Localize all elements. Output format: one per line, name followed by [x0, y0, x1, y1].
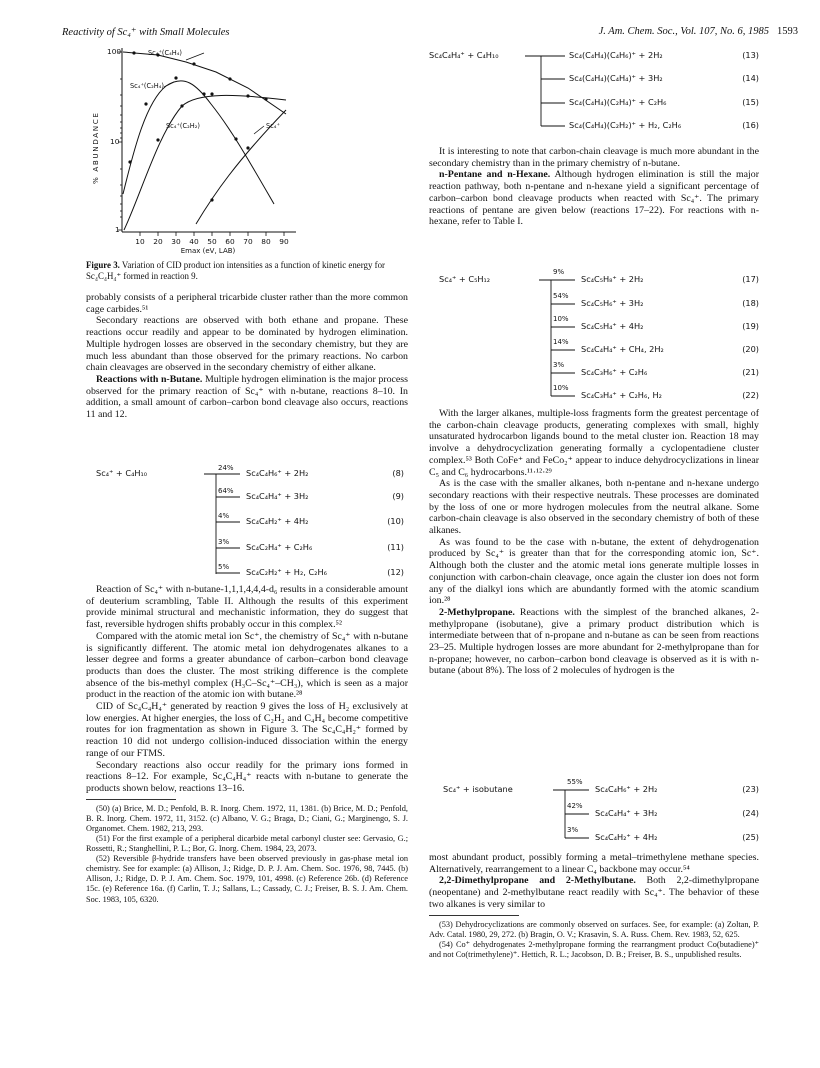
reaction-product: Sc₄C₂H₄⁺ + C₂H₆ — [246, 542, 313, 552]
reaction-scheme-secondary — [429, 46, 759, 136]
reaction-product: Sc₄C₄H₂⁺ + 4H₂ — [595, 832, 658, 842]
running-title: Reactivity of Sc₄⁺ with Small Molecules — [62, 27, 230, 38]
equation-number: (14) — [742, 73, 759, 83]
paragraph: Reaction of Sc₄⁺ with n-butane-1,1,1,4,4,4-d₆ results in a considerable amount of deuterium scrambling, Table II. Although the results of this experiment provide minimal structural and mechanistic information, they do suggest that fast, reversible hydrogen shifts probably occur in this complex.⁵² — [86, 584, 408, 631]
reaction-product: Sc₄(C₄H₄)(C₂H₂)⁺ + H₂, C₂H₆ — [569, 120, 682, 130]
branching-ratio: 3% — [567, 826, 579, 834]
reactants: Sc₄⁺ + C₅H₁₂ — [439, 274, 491, 284]
paragraph: With the larger alkanes, multiple-loss fragments form the greatest percentage of the carbon-chain cleavage products, generating complexes with small, highly unsaturated hydrocarbon ligands bound to the metal cluster ion. Reaction 18 may involve a dehydrocyclization generating formally a cyclopentadiene cluster complex.⁵³ Both CoFe⁺ and FeCo₂⁺ appear to induce dehydrocyclizations in linear C₅ and C₆ hydrocarbons.¹¹·¹²·²⁹ — [429, 408, 759, 478]
x-tick-label: 50 — [207, 237, 217, 246]
cid-plot — [86, 44, 408, 256]
x-tick-label: 30 — [171, 237, 181, 246]
left-column-bottom — [86, 584, 408, 905]
equation-number: (21) — [742, 367, 759, 377]
curve-label: Sc₄⁺(C₂H₂) — [166, 122, 200, 130]
reaction-row — [218, 536, 229, 556]
footnotes-left — [86, 804, 408, 905]
curve-sc4-c2h4 — [123, 81, 274, 204]
journal-citation — [599, 26, 798, 37]
reaction-product: Sc₄C₃H₄⁺ + C₂H₆, H₂ — [581, 390, 662, 400]
reaction-row — [218, 462, 234, 482]
reactants: Sc₄C₄H₄⁺ + C₄H₁₀ — [429, 50, 499, 60]
reaction-scheme-butane — [86, 462, 408, 582]
equation-number: (12) — [387, 567, 404, 577]
footnote: (51) For the first example of a peripheral dicarbide metal carbonyl cluster see: Gervasio, G.; Rossetti, R.; Stanghellini, P. L.; Bor, G. Inorg. Chem. 1984, 23, 2073. — [86, 833, 408, 854]
paragraph: As was found to be the case with n-butane, the extent of dehydrogenation produced by Sc₄⁺ is greater than that for the corresponding atomic ion, Sc⁺. Although both the cluster and the atomic metal ions generate multiple losses in conjunction with carbon-chain cleavage, once again the cluster ion does not form any of the dialkyl ions which are abundantly formed with the atomic scandium ion.²⁸ — [429, 536, 759, 607]
paragraph-text: Although hydrogen elimination is still the major reaction pathway, both n-pentane and n-hexane yield a significant percentage of carbon–carbon bond cleavage products when reacted with Sc₄⁺. The primary reactions of pentane are given below (reactions 17–22). For reactions with n-hexane, refer to Table I. — [429, 169, 759, 228]
y-tick-label: 1 — [115, 225, 120, 234]
reaction-product: Sc₄(C₄H₄)(C₂H₄)⁺ + C₂H₆ — [569, 97, 667, 107]
reaction-product: Sc₄C₄H₆⁺ + 2H₂ — [595, 784, 658, 794]
section-heading: Reactions with n-Butane. — [96, 373, 203, 385]
reaction-product: Sc₄C₅H₄⁺ + 4H₂ — [581, 321, 644, 331]
reaction-product: Sc₄C₄H₆⁺ + 2H₂ — [246, 468, 309, 478]
curve-label: Sc₄⁺ — [266, 122, 280, 130]
paragraph: most abundant product, possibly forming a metal–trimethylene methane species. Alternatively, rearrangement to a linear C₄ backbone may occur.⁵⁴ — [429, 852, 759, 875]
figure-caption-label: Figure 3. — [86, 260, 120, 270]
footnote: (50) (a) Brice, M. D.; Penfold, B. R. Inorg. Chem. 1972, 11, 1381. (b) Brice, M. D.; Penfold, B. R. Inorg. Chem. 1972, 11, 3152. (c) Albano, V. G.; Braga, D.; Ciani, G.; Marginengo, S. J. Organomet. Chem. 1982, 213, 293. — [86, 803, 408, 833]
right-column-top — [429, 146, 759, 228]
reactants: Sc₄⁺ + isobutane — [443, 784, 513, 794]
reaction-scheme-isobutane — [429, 778, 759, 848]
reaction-product: Sc₄C₄H₄⁺ + 3H₂ — [595, 808, 658, 818]
reaction-scheme-pentane — [429, 268, 759, 404]
equation-number: (18) — [742, 298, 759, 308]
footnote: (54) Co⁺ dehydrogenates 2-methylpropane forming the rearrangment product Co(butadiene)⁺ and not Co(trimethylene)⁺. Hettich, R. L.; Jacobson, D. B.; Freiser, B. S., unpublished results. — [429, 939, 759, 959]
reactants: Sc₄⁺ + C₄H₁₀ — [96, 468, 148, 478]
equation-number: (23) — [742, 784, 759, 794]
equation-number: (20) — [742, 344, 759, 354]
equation-number: (22) — [742, 390, 759, 400]
footnote: (52) Reversible β-hydride transfers have been observed previously in gas-phase metal ion chemistry. See for example: (a) Allison, J.; Ridge, D. P. J. Am. Chem. Soc. 1976, 98, 7445. (b) Allison, J.; Ridge, D. P. J. Am. Chem. Soc. 1979, 101, 4998. (c) Reference 26b. (d) Reference 15c. (e) Reference 16a. (f) Carlin, T. J.; Sallans, L.; Cassady, C. J.; Freiser, B. S. J. Am. Chem. Soc. 1983, 105, 6320. — [86, 854, 408, 904]
reaction-product: Sc₄(C₄H₄)(C₄H₄)⁺ + 3H₂ — [569, 73, 663, 83]
curve-label: Sc₄⁺(C₂H₄) — [130, 82, 164, 90]
right-column-bottom — [429, 852, 759, 960]
reaction-row — [218, 510, 229, 530]
figure-caption-text: Variation of CID product ion intensities as a function of kinetic energy for Sc₄C₄H₄⁺ formed in reaction 9. — [86, 260, 385, 281]
paragraph: Compared with the atomic metal ion Sc⁺, the chemistry of Sc₄⁺ with n-butane is significantly different. The atomic metal ion dehydrogenates alkanes to a lesser degree and forms a greater abundance of carbon–carbon bond cleavage products than does the cluster. The most striking difference is the complete absence of the bis-methyl complex (H₃C–Sc₄⁺–CH₃), which is seen as a major product in the reaction of the atomic ion with butane.²⁸ — [86, 630, 408, 701]
paragraph-text: Reactions with the simplest of the branched alkanes, 2-methylpropane (isobutane), give a primary product distribution which is intermediate between that of n-propane and n-butane as can be seen from reactions 23–25. Multiple hydrogen losses are more abundant for 2-methylpropane than for n-propane; however, no carbon–carbon bond cleavage is observed as it is with n-butane (about 8%). The loss of 2 molecules of hydrogen is the — [429, 606, 759, 677]
y-tick-label: 10 — [110, 137, 120, 146]
section-heading: 2,2-Dimethylpropane and 2-Methylbutane. — [439, 875, 636, 887]
branching-ratio: 10% — [553, 315, 569, 323]
branching-ratio: 4% — [218, 512, 230, 520]
section-heading: n-Pentane and n-Hexane. — [439, 169, 551, 181]
x-tick-label: 80 — [261, 237, 271, 246]
branching-ratio: 9% — [553, 268, 565, 276]
running-header — [0, 26, 820, 42]
figure-caption — [86, 260, 408, 282]
equation-number: (25) — [742, 832, 759, 842]
equation-number: (16) — [742, 120, 759, 130]
paragraph-text: Multiple hydrogen elimination is the major process observed for the primary reaction of Sc₄⁺ with n-butane, reactions 8–10. In addition, a small amount of carbon–carbon bond cleavage also occurs, reactions 11 and 12. — [86, 373, 408, 421]
reaction-product: Sc₄(C₄H₄)(C₄H₆)⁺ + 2H₂ — [569, 50, 663, 60]
branching-ratio: 54% — [553, 292, 569, 300]
right-column-middle — [429, 408, 759, 677]
equation-number: (11) — [387, 542, 404, 552]
branching-ratio: 5% — [218, 563, 230, 571]
footnote-rule — [86, 799, 176, 800]
paragraph: Secondary reactions also occur readily for the primary ions formed in reactions 8–12. For example, Sc₄C₄H₄⁺ reacts with n-butane to generate the products shown below, reactions 13–16. — [86, 759, 408, 794]
curve-label: Sc₄⁺(C₄H₄) — [148, 49, 182, 57]
equation-number: (15) — [742, 97, 759, 107]
x-tick-label: 70 — [243, 237, 253, 246]
reaction-product: Sc₄C₄H₄⁺ + 3H₂ — [246, 491, 309, 501]
footnotes-right — [429, 920, 759, 960]
paragraph: It is interesting to note that carbon-chain cleavage is much more abundant in the secondary chemistry than in the primary chemistry of n-butane. — [429, 146, 759, 169]
paragraph-text: Both 2,2-dimethylpropane (neopentane) and 2-methylbutane react readily with Sc₄⁺. The behavior of these two alkanes is very similar to — [429, 875, 759, 910]
paragraph: probably consists of a peripheral tricarbide cluster rather than the more common cage carbides.⁵¹ — [86, 292, 408, 315]
page-number: 1593 — [777, 26, 798, 37]
branching-ratio: 55% — [567, 778, 583, 786]
branch-lines — [525, 46, 569, 132]
reaction-row — [218, 485, 234, 505]
equation-number: (17) — [742, 274, 759, 284]
journal-name: J. Am. Chem. Soc., Vol. 107, No. 6, 1985 — [598, 26, 769, 37]
reaction-product: Sc₄C₅H₆⁺ + 3H₂ — [581, 298, 644, 308]
branching-ratio: 24% — [218, 464, 234, 472]
equation-number: (9) — [392, 491, 404, 501]
paragraph: As is the case with the smaller alkanes, both n-pentane and n-hexane undergo secondary reactions with their respective neutrals. These processes are dominated by the loss of one or more hydrogen molecules from the neutral alkane. Some carbon-chain cleavage is also observed in the secondary chemistry of both of these alkanes. — [429, 478, 759, 537]
reaction-product: Sc₄C₄H₄⁺ + CH₄, 2H₂ — [581, 344, 664, 354]
branching-ratio: 14% — [553, 338, 569, 346]
y-tick-label: 100 — [107, 47, 122, 56]
equation-number: (13) — [742, 50, 759, 60]
y-axis-label: % ABUNDANCE — [91, 111, 100, 184]
paragraph: Secondary reactions are observed with both ethane and propane. These reactions occur readily and appear to be dominated by hydrogen elimination. Multiple hydrogen losses are observed in the secondary chemistry, but they are much less abundant than those observed for the primary reactions. No carbon chain cleavages are observed in the secondary chemistry of either alkane. — [86, 315, 408, 374]
reaction-product: Sc₄C₄H₂⁺ + 4H₂ — [246, 516, 309, 526]
reaction-product: Sc₄C₂H₂⁺ + H₂, C₂H₆ — [246, 567, 327, 577]
reaction-product: Sc₄C₃H₆⁺ + C₂H₆ — [581, 367, 648, 377]
branching-ratio: 3% — [218, 538, 230, 546]
equation-number: (10) — [387, 516, 404, 526]
x-tick-label: 60 — [225, 237, 235, 246]
paragraph: CID of Sc₄C₄H₄⁺ generated by reaction 9 gives the loss of H₂ exclusively at low energies. At higher energies, the loss of C₂H₂ and C₄H₄ become competitive routes for ion fragmentation as shown in Figure 3. The Sc₄C₄H₂⁺ formed by reaction 10 did not undergo collision-induced dissociation within the energy range of our FTMS. — [86, 701, 408, 759]
footnote-rule — [429, 915, 519, 916]
branching-ratio: 3% — [553, 361, 565, 369]
section-heading: 2-Methylpropane. — [439, 606, 515, 618]
x-tick-label: 10 — [135, 237, 145, 246]
x-tick-label: 40 — [189, 237, 199, 246]
footnote: (53) Dehydrocyclizations are commonly observed on surfaces. See, for example: (a) Zoltan, P. Adv. Catal. 1980, 29, 272. (b) Bragin, O. V.; Krasavin, S. A. Russ. Chem. Rev. 1983, 52, 625. — [429, 919, 759, 939]
reaction-row — [218, 561, 229, 581]
equation-number: (8) — [392, 468, 404, 478]
figure-3 — [86, 44, 408, 256]
reaction-product: Sc₄C₅H₈⁺ + 2H₂ — [581, 274, 644, 284]
branching-ratio: 64% — [218, 487, 234, 495]
equation-number: (19) — [742, 321, 759, 331]
x-tick-label: 90 — [279, 237, 289, 246]
x-axis-label: Emax (eV, LAB) — [180, 247, 236, 255]
branching-ratio: 10% — [553, 384, 569, 392]
x-tick-label: 20 — [153, 237, 163, 246]
branching-ratio: 42% — [567, 802, 583, 810]
left-column-top — [86, 292, 408, 421]
equation-number: (24) — [742, 808, 759, 818]
